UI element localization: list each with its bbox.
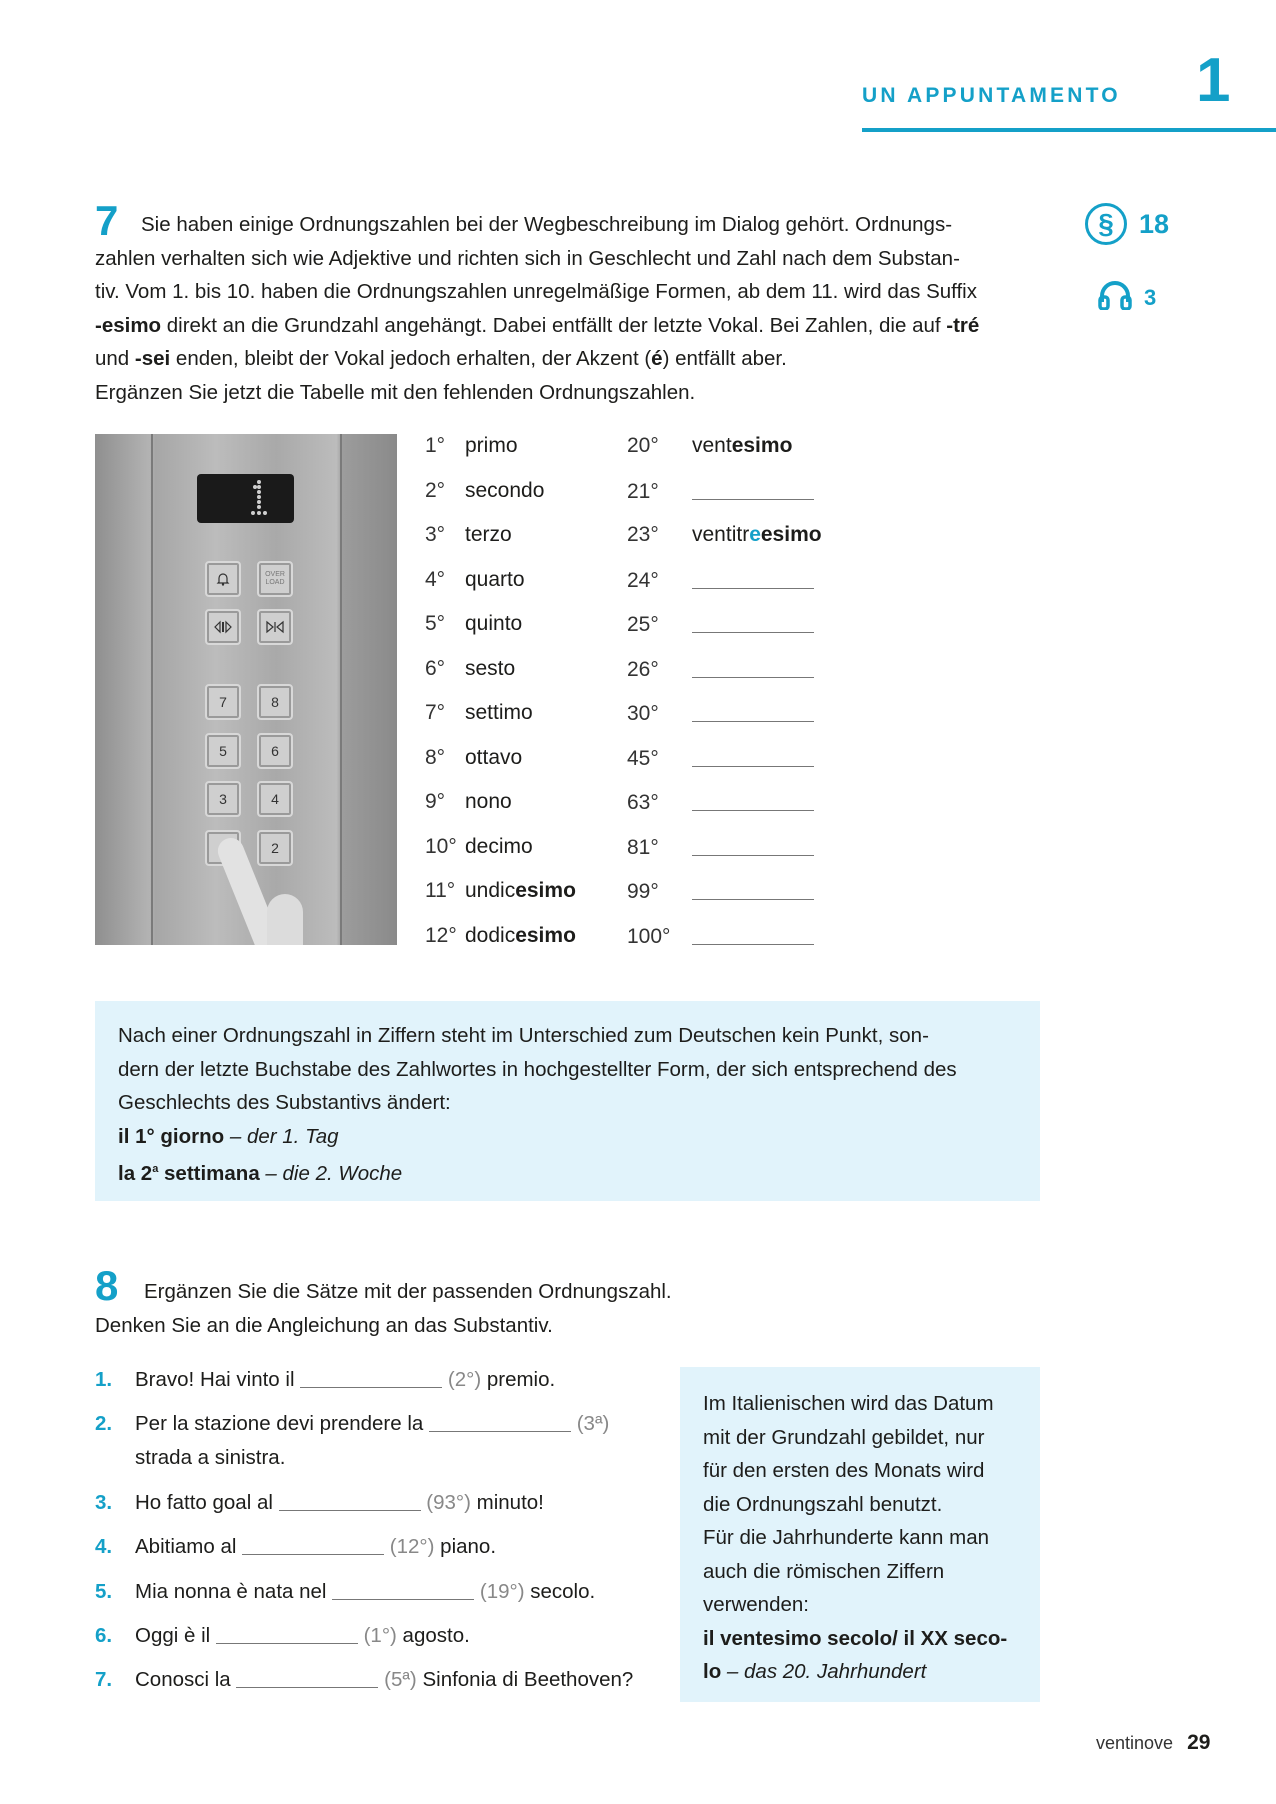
sentence-item xyxy=(95,1491,544,1515)
ordinal-row-right xyxy=(627,835,814,860)
ordinal-answer-blank[interactable] xyxy=(692,790,814,811)
ordinal-hint: (3ª) xyxy=(571,1412,610,1435)
header-rule xyxy=(862,128,1276,132)
ordinal-number: 10° xyxy=(425,834,457,858)
floor-button-2: 2 xyxy=(257,830,293,866)
note-line: auch die römischen Ziffern xyxy=(703,1559,945,1583)
sentence-item xyxy=(95,1412,609,1470)
note-line: Im Italienischen wird das Datum xyxy=(703,1392,994,1415)
ordinal-hint: (12°) xyxy=(384,1535,435,1558)
page-number: 29 xyxy=(1187,1731,1211,1754)
sentence-number: 5. xyxy=(95,1580,113,1603)
ordinal-hint: (5ª) xyxy=(378,1668,417,1691)
ordinal-word: decimo xyxy=(465,834,533,858)
sentence-continuation: strada a sinistra. xyxy=(135,1446,286,1469)
ordinal-number: 7° xyxy=(425,701,446,724)
sentence-text: Sinfonia di Beethoven? xyxy=(416,1668,634,1691)
sentence-answer-blank[interactable] xyxy=(216,1625,358,1644)
headphones-icon xyxy=(1098,280,1132,316)
thumb xyxy=(267,894,303,945)
sentence-item xyxy=(95,1368,555,1392)
ordinal-row-left xyxy=(425,612,522,636)
ordinal-row-right xyxy=(627,701,814,726)
ordinal-hint: (1°) xyxy=(357,1624,397,1647)
ordinal-word: nono xyxy=(465,790,512,813)
ordinal-number: 3° xyxy=(425,523,446,546)
ordinal-suffix: esimo xyxy=(515,923,576,947)
exercise-8-number: 8 xyxy=(95,1262,119,1309)
sentence-text: premio. xyxy=(481,1368,556,1391)
ordinal-answer-blank[interactable] xyxy=(692,568,814,589)
ordinal-row-right xyxy=(627,479,814,504)
ordinal-word: settimo xyxy=(465,701,533,724)
ordinal-number: 9° xyxy=(425,790,446,813)
ordinal-number: 30° xyxy=(627,702,659,725)
example-line: la 2$^a$ settimana – die 2. Woche xyxy=(118,1161,403,1185)
ordinal-answer-blank[interactable] xyxy=(692,746,814,767)
ordinal-row-right xyxy=(627,879,814,904)
note-example: lo – das 20. Jahrhundert xyxy=(703,1660,927,1683)
note-example: il ventesimo secolo/ il XX seco- xyxy=(703,1626,1008,1650)
overload-indicator: OVER LOAD xyxy=(257,561,293,597)
ordinal-row-right xyxy=(627,612,814,637)
ordinal-row-left xyxy=(425,434,518,458)
note-line: für den ersten des Monats wird xyxy=(703,1459,985,1482)
ordinal-suffix: esimo xyxy=(760,523,822,546)
ordinal-suffix: esimo xyxy=(731,434,793,457)
ordinal-row-right xyxy=(627,568,814,593)
ordinal-row-right xyxy=(627,746,814,771)
sentence-number: 2. xyxy=(95,1412,113,1435)
ordinal-suffix: esimo xyxy=(515,879,576,902)
ordinal-row-right xyxy=(627,657,814,682)
sentence-text: piano. xyxy=(434,1535,497,1558)
note-line: Geschlechts des Substantivs ändert: xyxy=(118,1091,451,1114)
sentence-number: 3. xyxy=(95,1491,113,1514)
sentence-number: 6. xyxy=(95,1624,113,1647)
ordinal-number: 23° xyxy=(627,523,659,546)
ordinal-row-left xyxy=(425,879,576,903)
ordinal-number: 8° xyxy=(425,745,446,769)
sentence-answer-blank[interactable] xyxy=(236,1669,378,1688)
sentence-number: 7. xyxy=(95,1668,113,1691)
ordinal-word: ottavo xyxy=(465,745,523,769)
exercise-8-instructions xyxy=(95,1275,672,1342)
exercise-7-number: 7 xyxy=(95,197,119,244)
ordinal-answer-blank[interactable] xyxy=(692,835,814,856)
sentence-item xyxy=(95,1668,633,1692)
ordinal-answer-blank[interactable] xyxy=(692,701,814,722)
instruction-line: -esimo direkt an die Grundzahl angehängt. Dabei entfällt der letzte Vokal. Bei Zahlen, die auf -tré xyxy=(95,313,980,337)
ordinal-number: 45° xyxy=(627,746,659,770)
sentence-item xyxy=(95,1624,470,1648)
ordinal-hint: (93°) xyxy=(420,1491,471,1514)
ordinal-number: 24° xyxy=(627,568,659,592)
ordinal-row-left xyxy=(425,479,544,503)
instruction-line: und -sei enden, bleibt der Vokal jedoch erhalten, der Akzent (é) entfällt aber. xyxy=(95,347,787,370)
ordinal-hint: (2°) xyxy=(442,1368,482,1391)
ordinal-number: 2° xyxy=(425,478,446,502)
instruction-line: zahlen verhalten sich wie Adjektive und richten sich in Geschlecht und Zahl nach dem Substan- xyxy=(95,246,960,270)
ordinal-row-left xyxy=(425,568,525,592)
ordinal-answer-blank[interactable] xyxy=(692,612,814,633)
ordinal-row-right xyxy=(627,790,814,815)
ordinal-row-left xyxy=(425,746,522,770)
audio-track-number: 3 xyxy=(1144,285,1157,310)
instruction-line: Ergänzen Sie die Sätze mit der passenden Ordnungszahl. xyxy=(144,1280,672,1303)
grammar-note-box xyxy=(95,1001,1040,1201)
instruction-line: Sie haben einige Ordnungszahlen bei der Wegbeschreibung im Dialog gehört. Ordnungs- xyxy=(141,213,953,236)
ordinal-answer-blank[interactable] xyxy=(692,879,814,900)
grammar-note-text xyxy=(118,1019,957,1190)
sentence-number: 4. xyxy=(95,1535,113,1558)
door-open-icon xyxy=(205,609,241,645)
ordinal-row-left xyxy=(425,790,512,814)
ordinal-answer-blank[interactable] xyxy=(692,657,814,678)
ordinal-number: 81° xyxy=(627,835,659,859)
grammar-reference[interactable] xyxy=(1085,203,1169,245)
note-line: die Ordnungszahl benutzt. xyxy=(703,1492,943,1516)
sentence-answer-blank[interactable] xyxy=(279,1492,421,1511)
note-line: mit der Grundzahl gebildet, nur xyxy=(703,1425,985,1449)
note-line: Nach einer Ordnungszahl in Ziffern steht im Unterschied zum Deutschen kein Punkt, son- xyxy=(118,1024,929,1047)
sentence-number: 1. xyxy=(95,1368,113,1391)
sentence-text: minuto! xyxy=(470,1491,544,1514)
sentence-text: Per la stazione devi prendere la xyxy=(135,1412,430,1435)
grammar-reference-number: 18 xyxy=(1139,208,1170,239)
alarm-bell-icon xyxy=(205,561,241,597)
elevator-panel-photo xyxy=(95,434,397,945)
ordinal-number: 25° xyxy=(627,613,659,636)
ordinal-row-left xyxy=(425,657,515,681)
ordinal-answer-blank[interactable] xyxy=(692,924,814,945)
floor-button-4: 4 xyxy=(257,781,293,817)
ordinal-kept-vowel: e xyxy=(749,523,761,546)
sentence-text: Ho fatto goal al xyxy=(135,1491,279,1514)
note-text xyxy=(703,1387,1007,1689)
ordinal-word: vent xyxy=(692,434,732,457)
ordinal-word: primo xyxy=(465,434,518,457)
sentence-text: Oggi è il xyxy=(135,1624,216,1647)
ordinal-answer-blank[interactable] xyxy=(692,479,814,500)
sentence-item xyxy=(95,1580,595,1604)
page-footer xyxy=(1096,1731,1210,1755)
ordinal-word: secondo xyxy=(465,478,545,502)
chapter-title: UN APPUNTAMENTO xyxy=(862,84,1121,107)
ordinal-hint: (19°) xyxy=(474,1580,525,1603)
ordinal-number: 6° xyxy=(425,656,446,680)
floor-button-8: 8 xyxy=(257,684,293,720)
chapter-number: 1 xyxy=(1196,46,1231,115)
ordinal-word: quarto xyxy=(465,567,525,591)
ordinal-word: sesto xyxy=(465,656,516,680)
ordinal-word: ventitr xyxy=(692,523,750,546)
sentence-answer-blank[interactable] xyxy=(429,1413,571,1432)
floor-display xyxy=(197,474,294,523)
example-line: il 1° giorno – der 1. Tag xyxy=(118,1124,339,1148)
ordinal-word: terzo xyxy=(465,523,512,546)
floor-button-6: 6 xyxy=(257,733,293,769)
sentence-item xyxy=(95,1535,496,1559)
ordinal-number: 20° xyxy=(627,434,659,457)
ordinal-number: 26° xyxy=(627,657,659,681)
paragraph-circle-icon: § xyxy=(1085,203,1127,245)
instruction-line: Ergänzen Sie jetzt die Tabelle mit den fehlenden Ordnungszahlen. xyxy=(95,380,696,404)
ordinal-number: 1° xyxy=(425,434,446,457)
note-line: dern der letzte Buchstabe des Zahlwortes in hochgestellter Form, der sich entsprechend des xyxy=(118,1057,957,1081)
audio-track-reference[interactable] xyxy=(1098,280,1156,316)
ordinal-row-left xyxy=(425,701,533,725)
ordinal-number: 21° xyxy=(627,479,659,503)
ordinal-number: 11° xyxy=(425,879,456,902)
ordinal-number: 100° xyxy=(627,924,671,948)
exercise-7-instructions xyxy=(95,208,1045,409)
ordinal-row-right xyxy=(627,523,822,547)
ordinal-row-left xyxy=(425,924,576,948)
note-line: verwenden: xyxy=(703,1593,809,1616)
floor-button-5: 5 xyxy=(205,733,241,769)
sentence-text: secolo. xyxy=(524,1580,596,1603)
note-line: Für die Jahrhunderte kann man xyxy=(703,1526,990,1549)
floor-button-3: 3 xyxy=(205,781,241,817)
floor-button-7: 7 xyxy=(205,684,241,720)
ordinal-word: undic xyxy=(465,879,516,902)
ordinal-number: 5° xyxy=(425,612,446,635)
sentence-text: Abitiamo al xyxy=(135,1535,243,1558)
ordinal-row-right xyxy=(627,434,792,458)
sentence-text: Conosci la xyxy=(135,1668,237,1691)
ordinal-word: dodic xyxy=(465,923,516,947)
page-number-word: ventinove xyxy=(1096,1733,1174,1753)
date-century-note-box xyxy=(680,1367,1040,1702)
sentence-answer-blank[interactable] xyxy=(332,1581,474,1600)
ordinal-row-left xyxy=(425,523,512,547)
sentence-answer-blank[interactable] xyxy=(300,1369,442,1388)
sentence-text: agosto. xyxy=(396,1624,470,1647)
ordinal-number: 12° xyxy=(425,923,457,947)
sentence-text: Mia nonna è nata nel xyxy=(135,1580,333,1603)
ordinal-number: 63° xyxy=(627,791,659,814)
instruction-line: tiv. Vom 1. bis 10. haben die Ordnungszahlen unregelmäßige Formen, ab dem 11. wird das Suffix xyxy=(95,280,977,303)
ordinal-row-left xyxy=(425,835,533,859)
sentence-text: Bravo! Hai vinto il xyxy=(135,1368,301,1391)
ordinal-word: quinto xyxy=(465,612,523,635)
door-close-icon xyxy=(257,609,293,645)
ordinal-row-right xyxy=(627,924,814,949)
ordinal-number: 99° xyxy=(627,880,659,903)
sentence-answer-blank[interactable] xyxy=(242,1536,384,1555)
instruction-line: Denken Sie an die Angleichung an das Substantiv. xyxy=(95,1313,553,1337)
ordinal-number: 4° xyxy=(425,567,446,591)
